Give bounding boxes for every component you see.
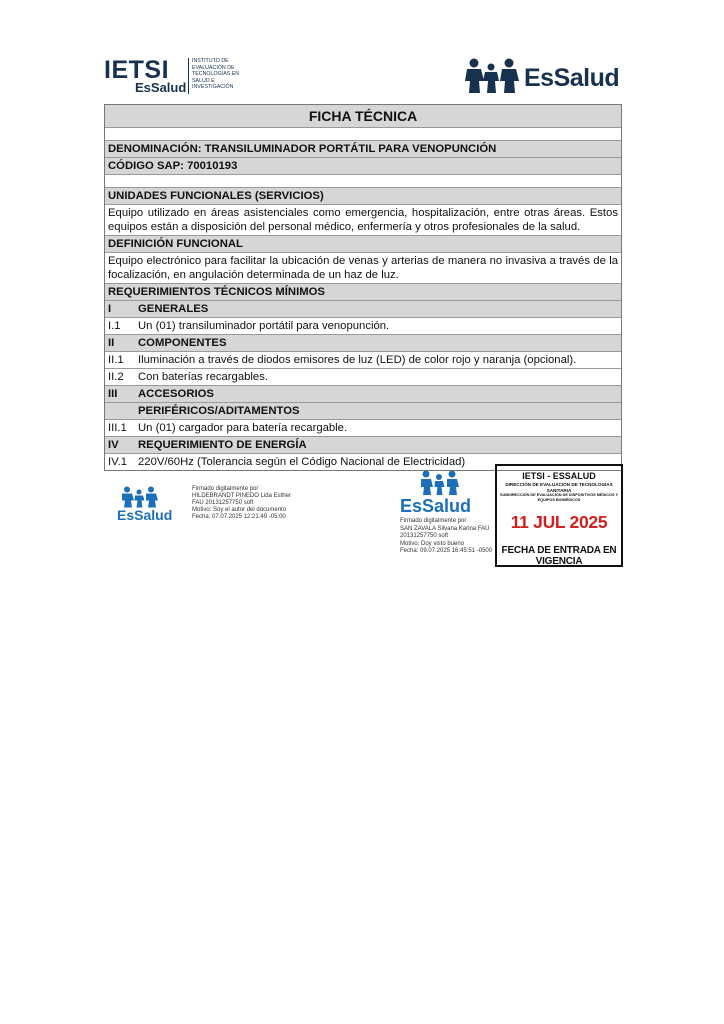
denominacion: DENOMINACIÓN: TRANSILUMINADOR PORTÁTIL PARA VENOPUNCIÓN — [105, 140, 621, 157]
item-text: Iluminación a través de diodos emisores de luz (LED) de color rojo y naranja (opcional). — [138, 354, 577, 366]
ficha-title: FICHA TÉCNICA — [105, 105, 621, 127]
stamp-direction: DIRECCIÓN DE EVALUACIÓN DE TECNOLOGÍAS SANITARIA — [505, 482, 613, 493]
stamp-label: FECHA DE ENTRADA EN VIGENCIA — [501, 545, 617, 567]
spacer-row — [105, 174, 621, 187]
ietsi-institute-name — [192, 58, 239, 91]
institute-line: INSTITUTO DE — [192, 58, 229, 64]
family-icon — [464, 58, 522, 94]
essalud-signature-logo-text: EsSalud — [400, 496, 472, 516]
section-title: ACCESORIOS — [138, 388, 214, 400]
signature-text — [400, 518, 492, 556]
stamp-subdirection: SUBDIRECCIÓN DE EVALUACIÓN DE DISPOSITIVOS MÉDICOS Y EQUIPOS BIOMÉDICOS — [500, 493, 618, 502]
logo-divider — [188, 58, 189, 94]
signature-line: Firmado digitalmente por — [400, 518, 467, 524]
family-icon — [418, 470, 460, 496]
section-heading-energia — [105, 436, 621, 453]
section-number: IV — [108, 439, 119, 451]
signature-line: Firmado digitalmente por — [192, 486, 259, 492]
section-number: I — [108, 303, 112, 315]
ietsi-logo — [104, 56, 254, 98]
codigo-sap: CÓDIGO SAP: 70010193 — [105, 157, 621, 174]
item-text: Un (01) cargador para batería recargable. — [138, 422, 348, 434]
essalud-signature-logo-text: EsSalud — [117, 507, 173, 523]
signature-line: Motivo: Soy el autor del documento — [192, 507, 287, 513]
signature-line: FAU 20131257750 soft — [192, 500, 254, 506]
item-number: II.1 — [108, 354, 124, 366]
section-title-continued: PERIFÉRICOS/ADITAMENTOS — [138, 405, 300, 417]
requerimientos-heading: REQUERIMIENTOS TÉCNICOS MÍNIMOS — [105, 283, 621, 300]
signature-line: Fecha: 09.07.2025 16:45:51 -0500 — [400, 548, 493, 554]
ietsi-logo-subtext: EsSalud — [135, 80, 187, 95]
section-number-empty — [105, 403, 135, 419]
signature-line: 20131257750 soft — [400, 533, 449, 539]
unidades-heading: UNIDADES FUNCIONALES (SERVICIOS) — [105, 187, 621, 204]
section-heading-accesorios — [105, 385, 621, 402]
vigencia-stamp — [495, 464, 623, 567]
section-title: REQUERIMIENTO DE ENERGÍA — [138, 439, 307, 451]
unidades-text: Equipo utilizado en áreas asistenciales como emergencia, hospitalización, entre otras áreas. Estos equipos están a disposición del personal médico, enfermería y otros profesionales de la salud. — [105, 204, 621, 235]
definicion-text: Equipo electrónico para facilitar la ubicación de venas y arterias de manera no invasiva a través de la focalización, en angulación determinada de un haz de luz. — [105, 252, 621, 283]
list-item — [105, 351, 621, 368]
definicion-heading: DEFINICIÓN FUNCIONAL — [105, 235, 621, 252]
item-number: IV.1 — [108, 456, 128, 468]
essalud-logo — [464, 58, 624, 98]
item-number: I.1 — [108, 320, 121, 332]
item-text: 220V/60Hz (Tolerancia según el Código Nacional de Electricidad) — [138, 456, 466, 468]
family-icon — [119, 486, 159, 508]
digital-signature-1 — [115, 484, 315, 534]
institute-line: TECNOLOGÍAS EN — [192, 71, 240, 78]
signature-line: Fecha: 07.07.2025 12:21:49 -05:00 — [192, 514, 286, 520]
ietsi-logo-text: IETSI — [104, 56, 170, 84]
stamp-date: 11 JUL 2025 — [510, 512, 608, 532]
list-item — [105, 317, 621, 334]
signature-line: Motivo: Doy visto bueno — [400, 540, 465, 547]
section-heading-generales — [105, 300, 621, 317]
item-text: Con baterías recargables. — [138, 371, 268, 383]
spacer-row — [105, 127, 621, 140]
section-heading-perifericos — [105, 402, 621, 419]
section-title: COMPONENTES — [138, 337, 227, 349]
section-number: III — [108, 388, 118, 400]
institute-line: EVALUACIÓN DE — [192, 64, 235, 71]
stamp-header: IETSI - ESSALUD — [522, 471, 596, 481]
institute-line: INVESTIGACIÓN — [192, 84, 234, 91]
list-item — [105, 419, 621, 436]
institute-line: SALUD E — [192, 77, 215, 84]
essalud-logo-text: EsSalud — [524, 64, 620, 92]
item-number: II.2 — [108, 371, 124, 383]
digital-signature-2 — [396, 470, 496, 560]
signature-line: HILDEBRANDT PINEDO Lida Esther — [192, 493, 291, 499]
section-heading-componentes — [105, 334, 621, 351]
section-title: GENERALES — [138, 303, 209, 315]
list-item — [105, 368, 621, 385]
ficha-tecnica-table — [104, 104, 622, 471]
signature-text — [192, 486, 291, 521]
signature-line: SAN ZAVALA Silvana Karina FAU — [400, 525, 490, 532]
item-number: III.1 — [108, 422, 127, 434]
item-text: Un (01) transiluminador portátil para venopunción. — [138, 320, 390, 332]
section-number: II — [108, 337, 115, 349]
